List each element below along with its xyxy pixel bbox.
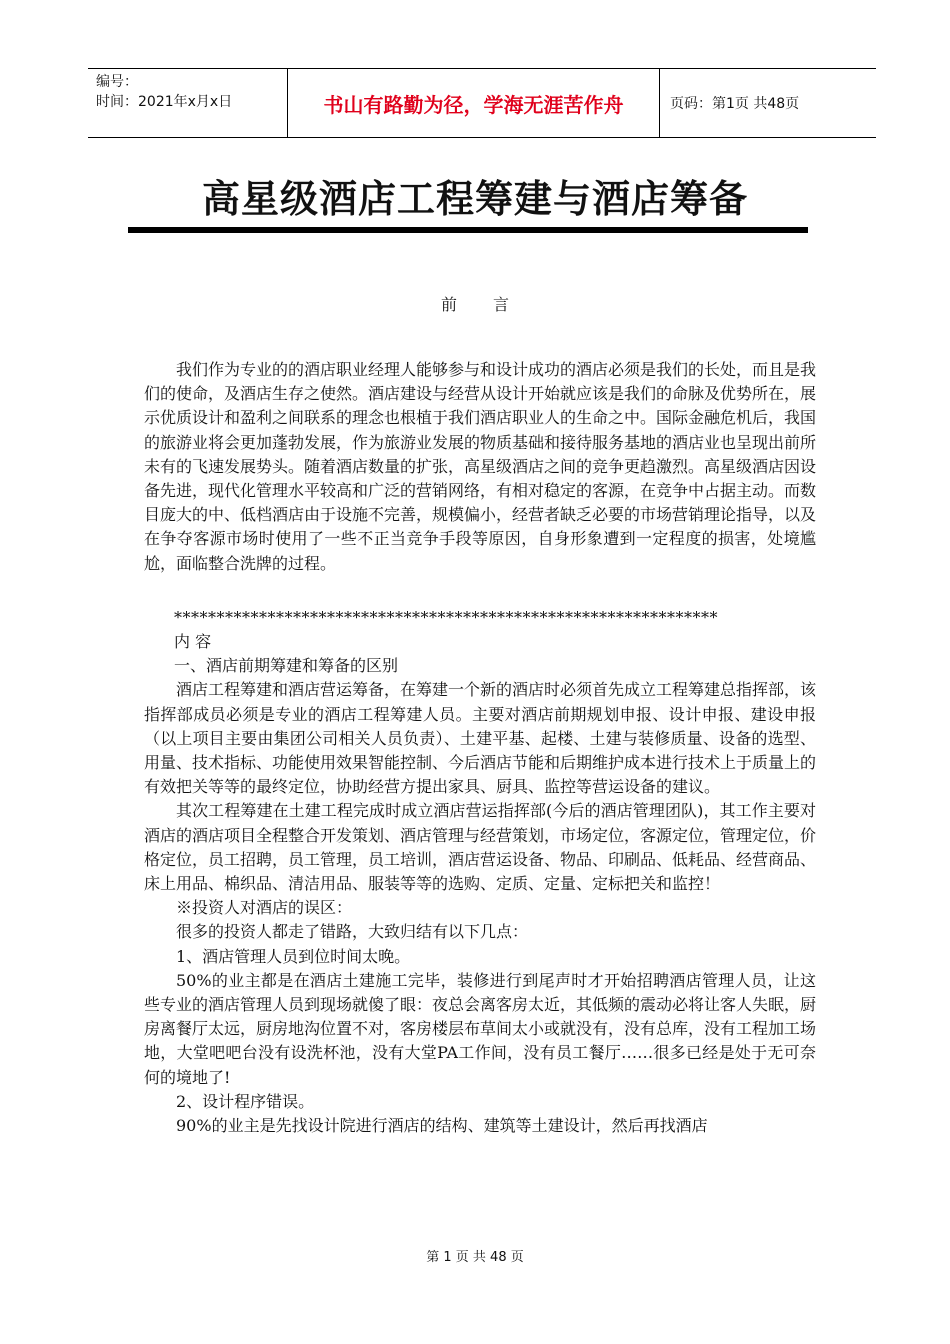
title-rule [128, 227, 808, 233]
preface-heading: 前言 [440, 295, 545, 314]
header-page-label: 页码：第1页 共48页 [670, 96, 800, 112]
content-label: 内 容 [174, 632, 212, 652]
document-body [144, 358, 816, 1138]
code-label: 编号： [96, 74, 138, 90]
paragraph: 1、酒店管理人员到位时间太晚。 [176, 946, 411, 966]
document-title: 高星级酒店工程筹建与酒店筹备 [201, 176, 748, 221]
paragraph: 酒店工程筹建和酒店营运筹备，在筹建一个新的酒店时必须首先成立工程筹建总指挥部，该指挥部成员必须是专业的酒店工程筹建人员。主要对酒店前期规划申报、设计申报、建设申报（以上项目主要由集团公司相关人员负责）、土建平基、起楼、土建与装修质量、设备的选型、用量、技术指标、功能使用效果智能控制、今后酒店节能和后期维护成本进行技术上于质量上的有效把关等等的最终定位，协助经营方提出家具、厨具、监控等营运设备的建议。 [144, 680, 817, 797]
time-label: 时间：2021年x月x日 [96, 94, 233, 110]
page-footer: 第 1 页 共 48 页 [426, 1250, 524, 1265]
paragraph: 其次工程筹建在土建工程完成时成立酒店营运指挥部(今后的酒店管理团队)，其工作主要对酒店的酒店项目全程整合开发策划、酒店管理与经营策划，市场定位，客源定位，管理定位，价格定位，员工招聘，员工管理，员工培训，酒店营运设备、物品、印刷品、低耗品、经营商品、床上用品、棉织品、清洁用品、服装等等的选购、定质、定量、定标把关和监控！ [144, 801, 817, 894]
spacer [144, 576, 816, 606]
paragraph: ※投资人对酒店的误区： [176, 898, 353, 918]
paragraph: 2、设计程序错误。 [176, 1091, 315, 1111]
paragraph: 50%的业主都是在酒店土建施工完毕，装修进行到尾声时才开始招聘酒店管理人员，让这些专业的酒店管理人员到现场就傻了眼：夜总会离客房太近，其低频的震动必将让客人失眠，厨房离餐厅太远，厨房地沟位置不对，客房楼层布草间太小或就没有，没有总库，没有工程加工场地，大堂吧吧台没有设洗杯池，没有大堂PA工作间，没有员工餐厅……很多已经是处于无可奈何的境地了! [144, 970, 817, 1087]
header-meta [88, 69, 287, 137]
paragraph: 90%的业主是先找设计院进行酒店的结构、建筑等土建设计，然后再找酒店 [176, 1116, 708, 1136]
paragraph: 很多的投资人都走了错路，大致归结有以下几点： [176, 922, 529, 942]
preface-paragraph: 我们作为专业的的酒店职业经理人能够参与和设计成功的酒店必须是我们的长处，而且是我们的使命，及酒店生存之使然。酒店建设与经营从设计开始就应该是我们的命脉及优势所在，展示优质设计和盈利之间联系的理念也根植于我们酒店职业人的生命之中。国际金融危机后，我国的旅游业将会更加蓬勃发展，作为旅游业发展的物质基础和接待服务基地的酒店业也呈现出前所未有的飞速发展势头。随着酒店数量的扩张，高星级酒店之间的竞争更趋激烈。高星级酒店因设备先进，现代化管理水平较高和广泛的营销网络，有相对稳定的客源，在竞争中占据主动。而数目庞大的中、低档酒店由于设施不完善，规模偏小，经营者缺乏必要的市场营销理论指导，以及在争夺客源市场时使用了一些不正当竞争手段等原因，自身形象遭到一定程度的损害，处境尴尬，面临整合洗牌的过程。 [144, 360, 817, 573]
document-header [88, 68, 876, 138]
separator-line: **************************************************************** [174, 607, 718, 627]
header-motto: 书山有路勤为径，学海无涯苦作舟 [287, 69, 660, 137]
section-heading: 一、酒店前期筹建和筹备的区别 [174, 656, 399, 676]
